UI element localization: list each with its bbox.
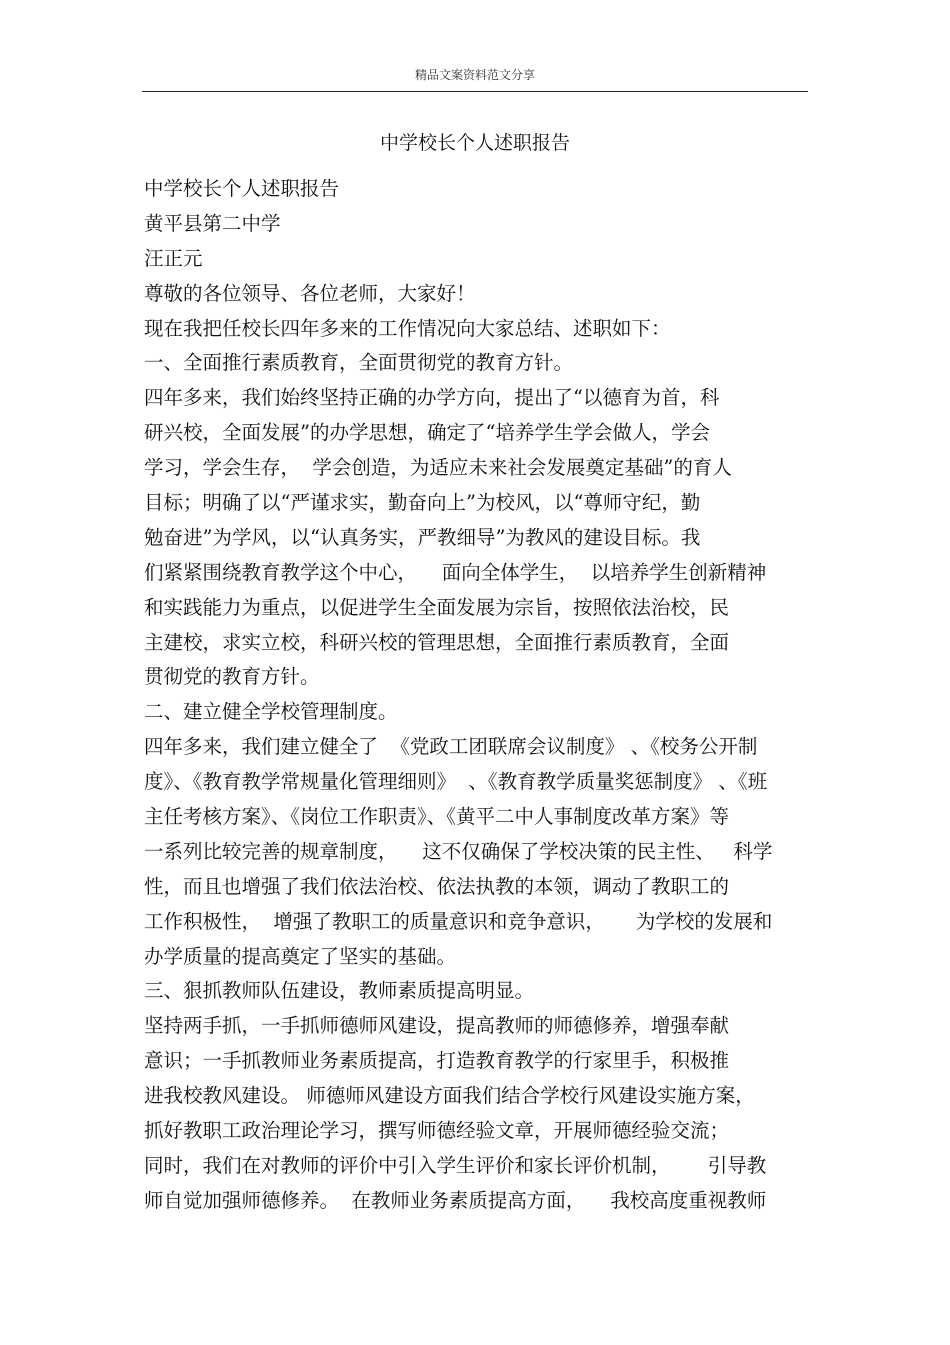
document-body (144, 172, 814, 1219)
body-line: 汪正元 (144, 246, 203, 270)
body-line: 研兴校，全面发展”的办学思想，确定了“培养学生学会做人，学会 (144, 421, 710, 445)
body-line: 度》、《教育教学常规量化管理细则》 、《教育教学质量奖惩制度》 、《班 (144, 770, 768, 794)
section-heading: 三、狠抓教师队伍建设，教师素质提高明显。 (144, 979, 535, 1003)
body-line: 中学校长个人述职报告 (144, 177, 340, 200)
body-line: 工作积极性， 增强了教职工的质量意识和竞争意识， 为学校的发展和 (144, 909, 773, 933)
body-line: 四年多来，我们建立健全了 《党政工团联席会议制度》 、《校务公开制 (144, 735, 758, 759)
body-line: 办学质量的提高奠定了坚实的基础。 (144, 944, 457, 968)
body-line: 同时，我们在对教师的评价中引入学生评价和家长评价机制， 引导教 (144, 1153, 767, 1177)
body-line: 坚持两手抓，一手抓师德师风建设，提高教师的师德修养，增强奉献 (144, 1014, 730, 1038)
body-line: 师自觉加强师德修养。 在教师业务素质提高方面， 我校高度重视教师 (144, 1188, 767, 1212)
body-line: 主建校，求实立校，科研兴校的管理思想，全面推行素质教育，全面 (144, 630, 730, 654)
body-line: 黄平县第二中学 (144, 211, 281, 235)
section-heading: 二、建立健全学校管理制度。 (144, 700, 398, 724)
body-line: 贯彻党的教育方针。 (144, 665, 320, 689)
body-line: 们紧紧围绕教育教学这个中心， 面向全体学生， 以培养学生创新精神 (144, 560, 767, 584)
body-line: 性，而且也增强了我们依法治校、依法执教的本领，调动了教职工的 (144, 874, 730, 898)
header-divider (142, 91, 808, 92)
body-line: 尊敬的各位领导、各位老师，大家好！ (144, 281, 476, 305)
body-line: 勉奋进”为学风，以“认真务实，严教细导”为教风的建设目标。我 (144, 525, 701, 549)
body-line: 目标；明确了以“严谨求实，勤奋向上”为校风，以“尊师守纪，勤 (144, 491, 701, 515)
body-line: 抓好教职工政治理论学习，撰写师德经验文章，开展师德经验交流； (144, 1119, 730, 1143)
body-line: 现在我把任校长四年多来的工作情况向大家总结、述职如下： (144, 316, 671, 340)
body-line: 进我校教风建设。 师德师风建设方面我们结合学校行风建设实施方案， (144, 1084, 755, 1108)
body-line: 学习，学会生存， 学会创造，为适应未来社会发展奠定基础”的育人 (144, 456, 732, 480)
document-title: 中学校长个人述职报告 (379, 132, 570, 154)
body-line: 四年多来，我们始终坚持正确的办学方向，提出了“以德育为首，科 (144, 386, 720, 410)
body-line: 和实践能力为重点，以促进学生全面发展为宗旨，按照依法治校，民 (144, 595, 730, 619)
body-line: 主任考核方案》、《岗位工作职责》、《黄平二中人事制度改革方案》等 (144, 805, 730, 829)
body-line: 一系列比较完善的规章制度， 这不仅确保了学校决策的民主性、 科学 (144, 839, 773, 863)
page-header: 精品文案资料范文分享 (414, 68, 535, 82)
section-heading: 一、全面推行素质教育，全面贯彻党的教育方针。 (144, 351, 574, 375)
body-line: 意识；一手抓教师业务素质提高，打造教育教学的行家里手，积极推 (144, 1049, 730, 1073)
